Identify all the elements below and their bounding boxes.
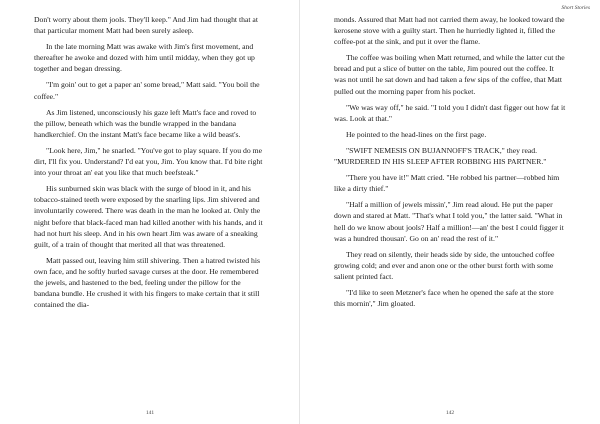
paragraph: "SWIFT NEMESIS ON BUJANNOFF'S TRACK," they read. "MURDERED IN HIS SLEEP AFTER ROBBING HIS PARTNER."	[334, 145, 547, 167]
paragraph: "There you have it!" Matt cried. "He robbed his partner—robbed him like a dirty thief."	[334, 173, 560, 194]
page-number: 142	[445, 410, 455, 416]
paragraph: "Half a million of jewels missin'," Jim read aloud. He put the paper down and stared at Matt. "That's what I told you," the latter said. "What in hell do we know about jools? Half a million!—an' the best I could figger it was a hundred thousan'. Go on an' read the rest of it."	[334, 200, 564, 243]
right-page	[300, 0, 600, 424]
left-page-text	[34, 14, 266, 315]
running-head: Short Stories	[561, 5, 590, 11]
paragraph: "I'd like to seen Metzner's face when he opened the safe at the store this mornin'," Jim gloated.	[334, 287, 554, 309]
paragraph: Don't worry about them jools. They'll keep." And Jim had thought that at that particular moment Matt had been surely asleep.	[34, 15, 258, 36]
paragraph: In the late morning Matt was awake with Jim's first movement, and thereafter he awoke and dozed with him until midday, when they got up together and began dressing.	[34, 42, 255, 74]
paragraph: He pointed to the head-lines on the first page.	[346, 129, 487, 139]
paragraph: "I'm goin' out to get a paper an' some bread," Matt said. "You boil the coffee."	[34, 80, 260, 101]
paragraph: monds. Assured that Matt had not carried them away, he looked toward the kerosene stove with a guilty start. Then he hurriedly lighted it, filled the coffee-pot at the sink, and put it over the flame.	[334, 15, 565, 47]
paragraph: "We was way off," he said. "I told you I didn't dast figger out how fat it was. Look at that."	[334, 102, 566, 123]
paragraph: As Jim listened, unconsciously his gaze left Matt's face and roved to the pillow, beneath which was the bundle wrapped in the bandana handkerchief. On the instant Matt's face became like a wild beast's.	[34, 107, 257, 139]
page-number: 141	[145, 410, 155, 416]
paragraph: His sunburned skin was black with the surge of blood in it, and his tobacco-stained teeth were exposed by the snarling lips. Jim shivered and involuntarily cowered. There was death in the man he looked at. Only the night before that black-faced man had killed another with his hands, and it had not hurt his sleep. And in his own heart Jim was aware of a sneaking guilt, of a train of thought that merited all that was threatened.	[34, 184, 263, 249]
paragraph: The coffee was boiling when Matt returned, and while the latter cut the bread and put a slice of butter on the table, Jim poured out the coffee. It was not until he sat down and had taken a few sips of the coffee, that Matt pulled out the morning paper from his pocket.	[334, 53, 565, 96]
paragraph: "Look here, Jim," he snarled. "You've got to play square. If you do me dirt, I'll fix you. Understand? I'd eat you, Jim. You know that. I'd bite right into your throat an' eat you like that much beefsteak."	[34, 145, 263, 178]
right-page-text	[334, 14, 566, 314]
paragraph: They read on silently, their heads side by side, the untouched coffee growing cold; and ever and anon one or the other burst forth with some salient printed fact.	[334, 249, 555, 281]
paragraph: Matt passed out, leaving him still shivering. Then a hatred twisted his own face, and he softly hurled savage curses at the door. He remembered the jewels, and hastened to the bed, feeling under the pillow for the bandana bundle. He crushed it with his fingers to make certain that it still contained the dia-	[34, 255, 261, 310]
